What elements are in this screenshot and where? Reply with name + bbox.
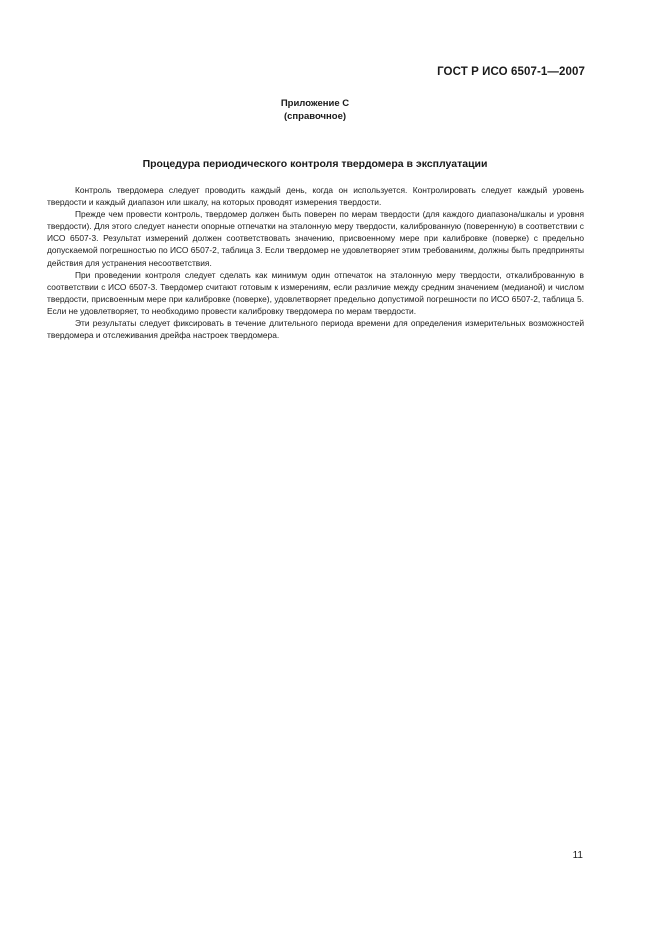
paragraph: Контроль твердомера следует проводить каждый день, когда он используется. Контролировать следует каждый уровень твердости и каждый диапазон или шкалу, на которых проводят измерения твердости. bbox=[47, 185, 584, 208]
document-code: ГОСТ Р ИСО 6507-1—2007 bbox=[437, 66, 585, 78]
section-heading: Процедура периодического контроля твердомера в эксплуатации bbox=[142, 158, 488, 170]
annex-subtitle: (справочное) bbox=[283, 111, 347, 122]
body-text bbox=[47, 184, 584, 341]
paragraph: Эти результаты следует фиксировать в течение длительного периода времени для определения измерительных возможностей твердомера и отслеживания дрейфа настроек твердомера. bbox=[47, 318, 584, 341]
paragraph: При проведении контроля следует сделать как минимум один отпечаток на эталонную меру твердости, откалиброванную в соответствии с ИСО 6507-3. Твердомер считают готовым к измерениям, если различие между средним значением (медианой) и числом твердости, присвоенным мере при калибровке (поверке), удовлетворяет предельно допустимой погрешности по ИСО 6507-2, таблица 5. Если не удовлетворяет, то необходимо провести калибровку твердомера по мерам твердости. bbox=[47, 269, 584, 316]
page-number: 11 bbox=[572, 850, 583, 861]
paragraph: Прежде чем провести контроль, твердомер должен быть поверен по мерам твердости (для каждого диапазона/шкалы и уровня твердости). Для этого следует нанести опорные отпечатки на эталонную меру твердости, калиброванную (поверенную) в соответствии с ИСО 6507-3. Результат измерений должен соответствовать значению, присвоенному мере при калибровке (поверке) с предельно допускаемой погрешностью по ИСО 6507-2, таблица 3. Если твердомер не удовлетворяет этим требованиям, должны быть предприняты действия для устранения несоответствия. bbox=[47, 209, 584, 268]
annex-title: Приложение С bbox=[280, 98, 350, 109]
annex-block bbox=[0, 97, 630, 123]
